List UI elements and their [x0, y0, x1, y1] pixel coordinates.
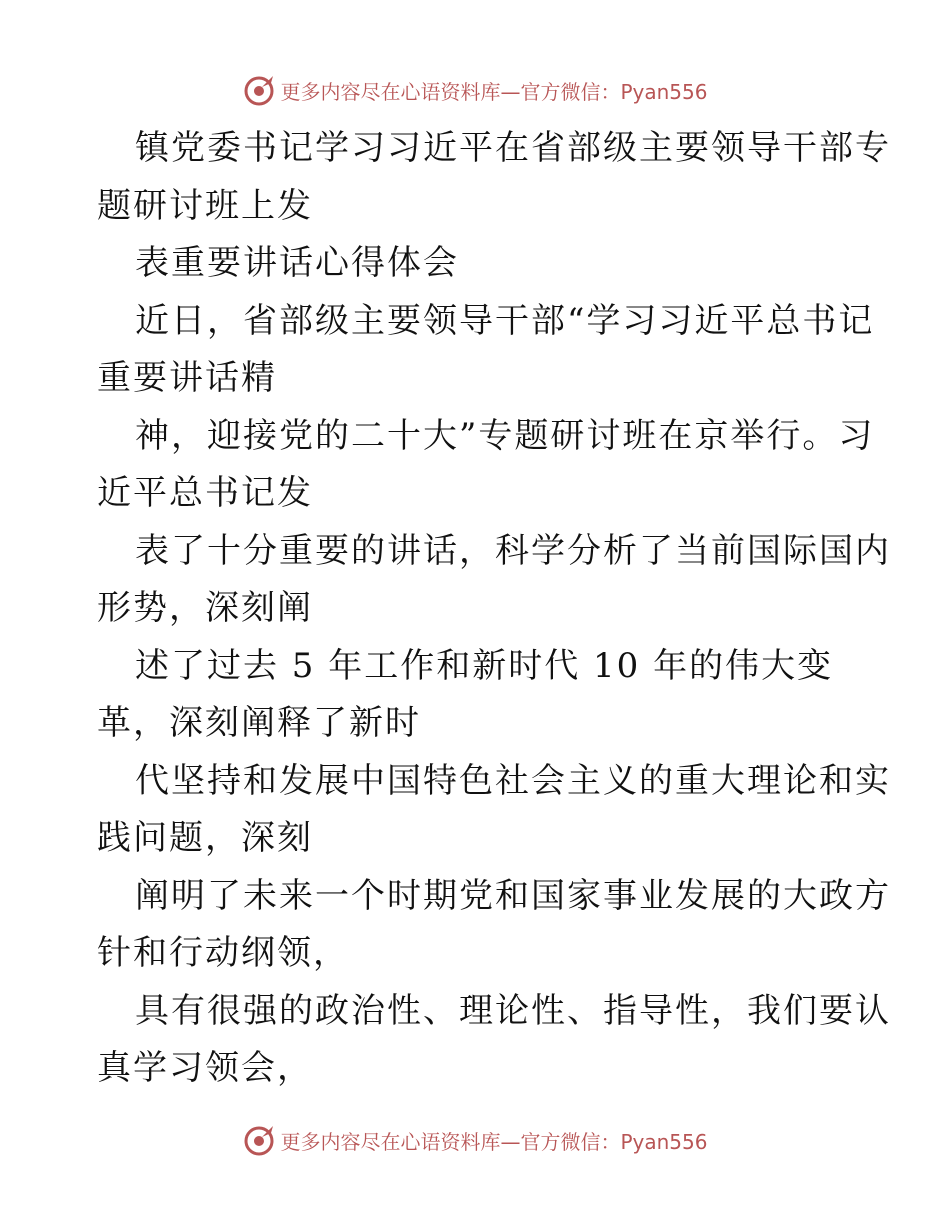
text-line: 镇党委书记学习习近平在省部级主要领导干部专: [135, 128, 891, 168]
text-line: 神，迎接党的二十大”专题研讨班在京举行。习: [135, 415, 875, 456]
text-line: 真学习领会，: [97, 1048, 313, 1088]
quill-logo-icon: [242, 73, 276, 107]
text-line: 践问题，深刻: [97, 818, 313, 858]
text-line: 述了过去 5 年工作和新时代 10 年的伟大变: [135, 645, 834, 686]
text-line: 形势，深刻阐: [97, 588, 313, 628]
text-line: 题研讨班上发: [97, 185, 313, 226]
document-body: [97, 120, 891, 1098]
text-line: 重要讲话精: [97, 358, 277, 398]
header-watermark: [0, 68, 950, 112]
text-line: 阐明了未来一个时期党和国家事业发展的大政方: [135, 875, 891, 916]
text-line: 革，深刻阐释了新时: [97, 703, 421, 743]
text-line: 表了十分重要的讲话，科学分析了当前国际国内: [135, 530, 891, 571]
text-line: 代坚持和发展中国特色社会主义的重大理论和实: [135, 760, 891, 801]
text-line: 近平总书记发: [97, 473, 313, 513]
watermark-text: 更多内容尽在心语资料库—官方微信：Pyan556: [280, 1129, 708, 1154]
text-line: 表重要讲话心得体会: [135, 243, 459, 283]
quill-logo-icon: [242, 1123, 276, 1157]
footer-watermark: [0, 1118, 950, 1162]
text-line: 针和行动纲领，: [97, 933, 349, 973]
text-line: 具有很强的政治性、理论性、指导性，我们要认: [135, 990, 891, 1031]
text-line: 近日，省部级主要领导干部“学习习近平总书记: [135, 300, 875, 341]
watermark-text: 更多内容尽在心语资料库—官方微信：Pyan556: [280, 79, 708, 104]
